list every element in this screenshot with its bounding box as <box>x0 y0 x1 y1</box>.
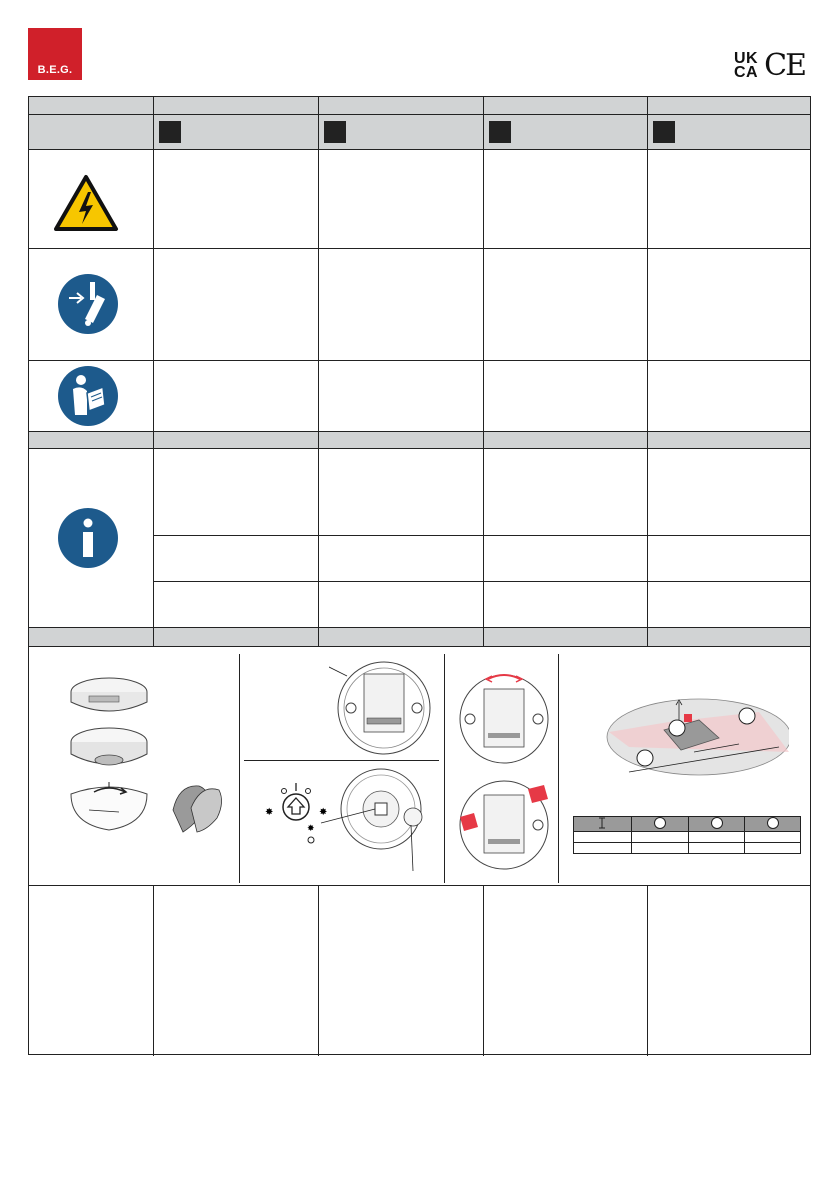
range-b-header <box>689 817 745 832</box>
detection-range-table <box>573 816 801 854</box>
table-row <box>574 832 801 843</box>
height-icon <box>596 817 608 829</box>
table-row <box>574 843 801 854</box>
language-header-row <box>29 97 810 114</box>
ukca-mark: UK CA <box>734 49 759 81</box>
disconnect-mains-icon <box>57 273 119 335</box>
certification-marks <box>734 48 805 83</box>
detection-area-diagram <box>589 672 789 792</box>
svg-text:✸: ✸ <box>319 807 328 818</box>
sensor-exploded-illustration <box>59 662 229 877</box>
test-button-illustration <box>251 767 441 877</box>
high-voltage-warning-icon <box>53 174 119 232</box>
language-square-2 <box>324 121 346 143</box>
svg-text:✸: ✸ <box>265 807 274 818</box>
information-icon <box>57 507 119 569</box>
language-square-4 <box>653 121 675 143</box>
section-header-row-2 <box>29 627 810 646</box>
mounting-clips-illustration <box>454 667 554 877</box>
beg-logo <box>28 28 82 80</box>
language-flag-row <box>29 114 810 149</box>
range-c-header <box>745 817 801 832</box>
svg-text:✸: ✸ <box>307 824 315 834</box>
instruction-sheet <box>28 96 811 1055</box>
height-column-header <box>574 817 632 832</box>
language-square-3 <box>489 121 511 143</box>
section-header-row <box>29 431 810 448</box>
ce-mark: CE <box>764 48 805 83</box>
read-manual-icon <box>57 365 119 427</box>
base-terminal-illustration <box>329 658 439 758</box>
language-square-1 <box>159 121 181 143</box>
logo-text: B.E.G. <box>37 64 73 76</box>
range-a-header <box>631 817 689 832</box>
